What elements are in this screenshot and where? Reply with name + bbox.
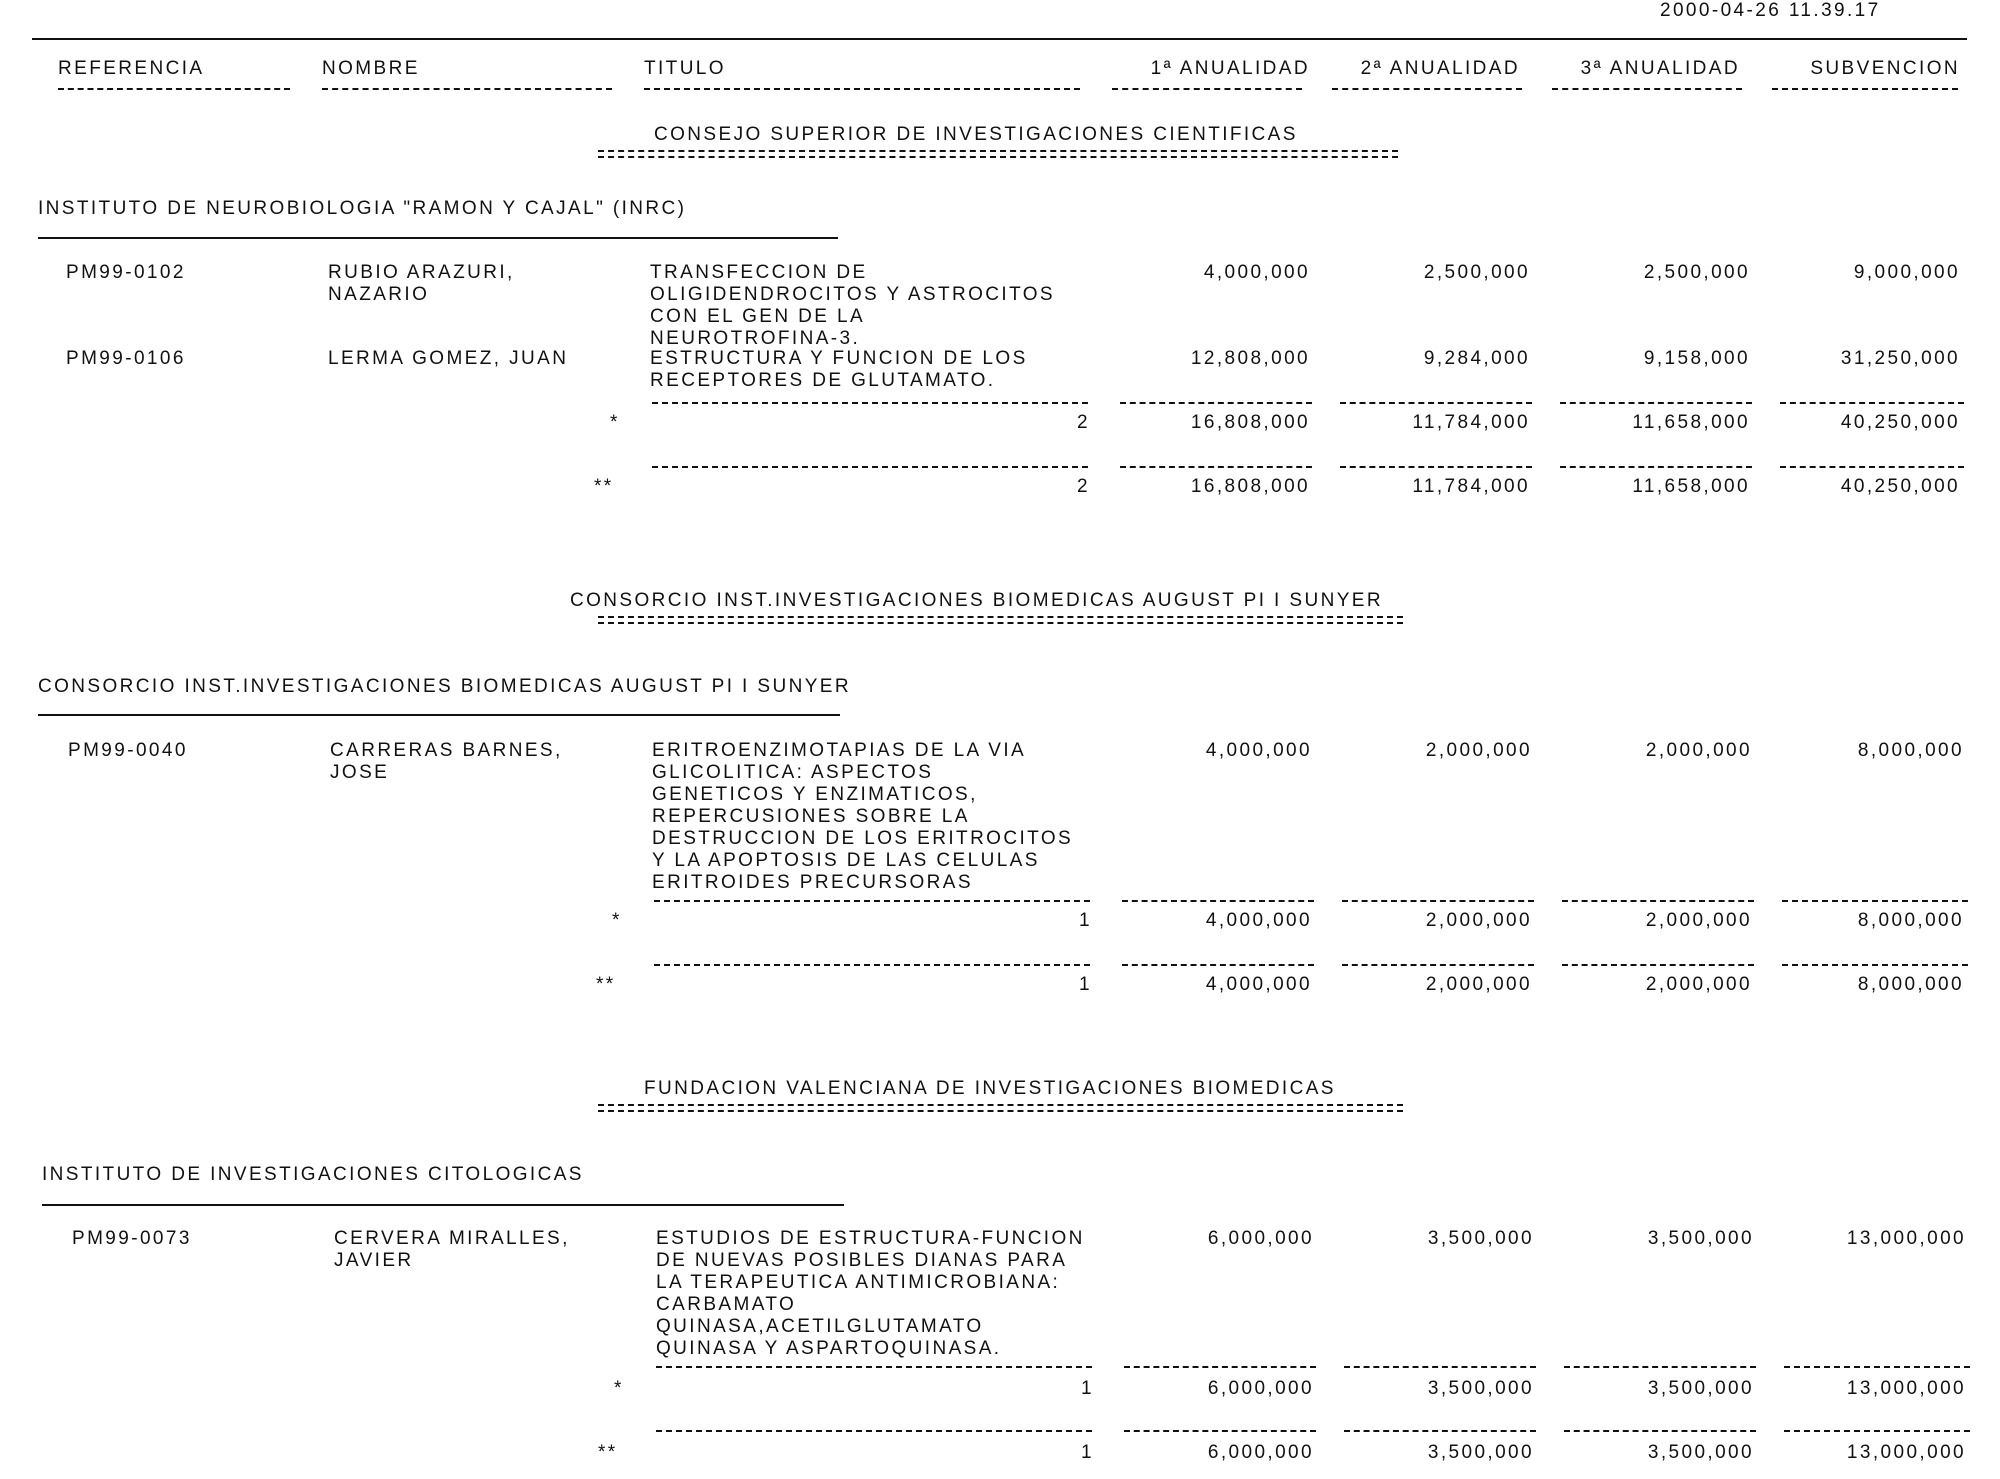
col-anualidad-1: 1ª ANUALIDAD xyxy=(1150,58,1310,79)
total-rule xyxy=(1124,1430,1316,1432)
total-rule xyxy=(1342,964,1534,966)
total-anualidad-2: 2,000,000 xyxy=(1425,974,1532,995)
subtotal-rule xyxy=(652,402,1088,404)
total-rule xyxy=(1784,1430,1970,1432)
col-underline xyxy=(1772,88,1958,90)
row-anualidad-1: 4,000,000 xyxy=(1205,740,1312,761)
row-anualidad-3: 3,500,000 xyxy=(1647,1228,1754,1249)
row-subvencion: 9,000,000 xyxy=(1853,262,1960,283)
total-anualidad-1: 16,808,000 xyxy=(1190,476,1310,497)
header-top-rule xyxy=(32,38,1967,40)
subtotal-anualidad-3: 3,500,000 xyxy=(1647,1378,1754,1399)
col-nombre: NOMBRE xyxy=(322,58,420,79)
row-nombre: CERVERA MIRALLES, JAVIER xyxy=(334,1228,570,1271)
subtotal-rule xyxy=(1784,1366,1970,1368)
subtotal-anualidad-3: 11,658,000 xyxy=(1632,412,1750,433)
total-rule xyxy=(1782,964,1968,966)
total-rule xyxy=(656,1430,1092,1432)
total-anualidad-3: 3,500,000 xyxy=(1647,1442,1754,1463)
col-underline xyxy=(58,88,290,90)
subtotal-rule xyxy=(1564,1366,1756,1368)
total-anualidad-2: 3,500,000 xyxy=(1427,1442,1534,1463)
col-underline xyxy=(1552,88,1742,90)
total-count: 1 xyxy=(1079,974,1092,995)
row-nombre: RUBIO ARAZURI, NAZARIO xyxy=(328,262,515,305)
total-rule xyxy=(1340,466,1532,468)
row-titulo: ESTRUCTURA Y FUNCION DE LOS RECEPTORES DE GLUTAMATO. xyxy=(650,348,1028,391)
subtotal-subvencion: 13,000,000 xyxy=(1846,1378,1966,1399)
centro-underline xyxy=(38,714,840,716)
subtotal-rule xyxy=(1124,1366,1316,1368)
subtotal-mark: * xyxy=(610,412,620,433)
subtotal-subvencion: 8,000,000 xyxy=(1857,910,1964,931)
total-rule xyxy=(1122,964,1314,966)
row-referencia: PM99-0106 xyxy=(66,348,186,369)
centro-title: INSTITUTO DE NEUROBIOLOGIA "RAMON Y CAJAL" (INRC) xyxy=(38,198,687,219)
total-rule xyxy=(654,964,1090,966)
subtotal-anualidad-3: 2,000,000 xyxy=(1645,910,1752,931)
total-rule xyxy=(1780,466,1964,468)
row-anualidad-2: 2,500,000 xyxy=(1423,262,1530,283)
row-anualidad-3: 9,158,000 xyxy=(1643,348,1750,369)
total-rule xyxy=(1562,964,1754,966)
total-count: 1 xyxy=(1081,1442,1094,1463)
total-rule xyxy=(1564,1430,1756,1432)
total-count: 2 xyxy=(1077,476,1090,497)
organismo-title: CONSORCIO INST.INVESTIGACIONES BIOMEDICAS AUGUST PI I SUNYER xyxy=(570,590,1383,611)
subtotal-rule xyxy=(1344,1366,1536,1368)
total-anualidad-3: 11,658,000 xyxy=(1632,476,1750,497)
total-anualidad-1: 4,000,000 xyxy=(1205,974,1312,995)
row-anualidad-2: 3,500,000 xyxy=(1427,1228,1534,1249)
total-anualidad-3: 2,000,000 xyxy=(1645,974,1752,995)
subtotal-rule xyxy=(1782,900,1968,902)
total-anualidad-1: 6,000,000 xyxy=(1207,1442,1314,1463)
row-titulo: ESTUDIOS DE ESTRUCTURA-FUNCION DE NUEVAS POSIBLES DIANAS PARA LA TERAPEUTICA ANTIMICROBIANA: CARBAMATO QUINASA,ACETILGLUTAMATO QUINASA Y ASPARTOQUINASA. xyxy=(656,1228,1085,1359)
subtotal-count: 1 xyxy=(1081,1378,1094,1399)
centro-title: CONSORCIO INST.INVESTIGACIONES BIOMEDICAS AUGUST PI I SUNYER xyxy=(38,676,851,697)
row-subvencion: 31,250,000 xyxy=(1840,348,1960,369)
row-subvencion: 13,000,000 xyxy=(1846,1228,1966,1249)
centro-title: INSTITUTO DE INVESTIGACIONES CITOLOGICAS xyxy=(42,1164,584,1185)
subtotal-anualidad-1: 6,000,000 xyxy=(1207,1378,1314,1399)
organismo-underline xyxy=(598,616,1403,624)
row-referencia: PM99-0073 xyxy=(72,1228,192,1249)
row-nombre: CARRERAS BARNES, JOSE xyxy=(330,740,563,783)
subtotal-count: 2 xyxy=(1077,412,1090,433)
row-titulo: TRANSFECCION DE OLIGIDENDROCITOS Y ASTROCITOS CON EL GEN DE LA NEUROTROFINA-3. xyxy=(650,262,1055,349)
col-anualidad-3: 3ª ANUALIDAD xyxy=(1580,58,1740,79)
subtotal-anualidad-2: 2,000,000 xyxy=(1425,910,1532,931)
row-referencia: PM99-0040 xyxy=(68,740,188,761)
subtotal-anualidad-1: 16,808,000 xyxy=(1190,412,1310,433)
row-anualidad-1: 12,808,000 xyxy=(1190,348,1310,369)
subtotal-rule xyxy=(1340,402,1532,404)
row-anualidad-3: 2,000,000 xyxy=(1645,740,1752,761)
subtotal-rule xyxy=(1560,402,1752,404)
total-anualidad-2: 11,784,000 xyxy=(1412,476,1530,497)
total-rule xyxy=(1120,466,1312,468)
subtotal-anualidad-1: 4,000,000 xyxy=(1205,910,1312,931)
centro-underline xyxy=(42,1204,844,1206)
organismo-title: CONSEJO SUPERIOR DE INVESTIGACIONES CIENTIFICAS xyxy=(654,124,1298,145)
total-rule xyxy=(1560,466,1752,468)
total-subvencion: 8,000,000 xyxy=(1857,974,1964,995)
col-underline xyxy=(1112,88,1302,90)
row-anualidad-1: 6,000,000 xyxy=(1207,1228,1314,1249)
col-underline xyxy=(644,88,1080,90)
col-underline xyxy=(1332,88,1522,90)
col-underline xyxy=(322,88,612,90)
col-titulo: TITULO xyxy=(644,58,726,79)
subtotal-rule xyxy=(1342,900,1534,902)
total-mark: ** xyxy=(598,1442,618,1463)
subtotal-rule xyxy=(656,1366,1092,1368)
total-rule xyxy=(652,466,1088,468)
subtotal-anualidad-2: 11,784,000 xyxy=(1412,412,1530,433)
centro-underline xyxy=(38,237,838,239)
subtotal-anualidad-2: 3,500,000 xyxy=(1427,1378,1534,1399)
row-anualidad-2: 9,284,000 xyxy=(1423,348,1530,369)
subtotal-mark: * xyxy=(614,1378,624,1399)
total-mark: ** xyxy=(594,476,614,497)
report-timestamp: 2000-04-26 11.39.17 xyxy=(1660,0,1881,21)
total-rule xyxy=(1344,1430,1536,1432)
col-anualidad-2: 2ª ANUALIDAD xyxy=(1360,58,1520,79)
row-nombre: LERMA GOMEZ, JUAN xyxy=(328,348,569,369)
subtotal-subvencion: 40,250,000 xyxy=(1840,412,1960,433)
row-anualidad-3: 2,500,000 xyxy=(1643,262,1750,283)
total-subvencion: 13,000,000 xyxy=(1846,1442,1966,1463)
subtotal-rule xyxy=(1122,900,1314,902)
row-anualidad-2: 2,000,000 xyxy=(1425,740,1532,761)
organismo-title: FUNDACION VALENCIANA DE INVESTIGACIONES BIOMEDICAS xyxy=(644,1078,1336,1099)
row-titulo: ERITROENZIMOTAPIAS DE LA VIA GLICOLITICA: ASPECTOS GENETICOS Y ENZIMATICOS, REPERCUSIONES SOBRE LA DESTRUCCION DE LOS ERITROCITOS Y LA APOPTOSIS DE LAS CELULAS ERITROIDES PRECURSORAS xyxy=(652,740,1074,893)
subtotal-rule xyxy=(654,900,1090,902)
row-subvencion: 8,000,000 xyxy=(1857,740,1964,761)
subtotal-count: 1 xyxy=(1079,910,1092,931)
row-anualidad-1: 4,000,000 xyxy=(1203,262,1310,283)
col-referencia: REFERENCIA xyxy=(58,58,205,79)
subtotal-rule xyxy=(1780,402,1964,404)
subtotal-rule xyxy=(1120,402,1312,404)
row-referencia: PM99-0102 xyxy=(66,262,186,283)
organismo-underline xyxy=(598,150,1398,158)
organismo-underline xyxy=(598,1104,1403,1112)
total-subvencion: 40,250,000 xyxy=(1840,476,1960,497)
subtotal-mark: * xyxy=(612,910,622,931)
total-mark: ** xyxy=(596,974,616,995)
col-subvencion: SUBVENCION xyxy=(1810,58,1960,79)
subtotal-rule xyxy=(1562,900,1754,902)
